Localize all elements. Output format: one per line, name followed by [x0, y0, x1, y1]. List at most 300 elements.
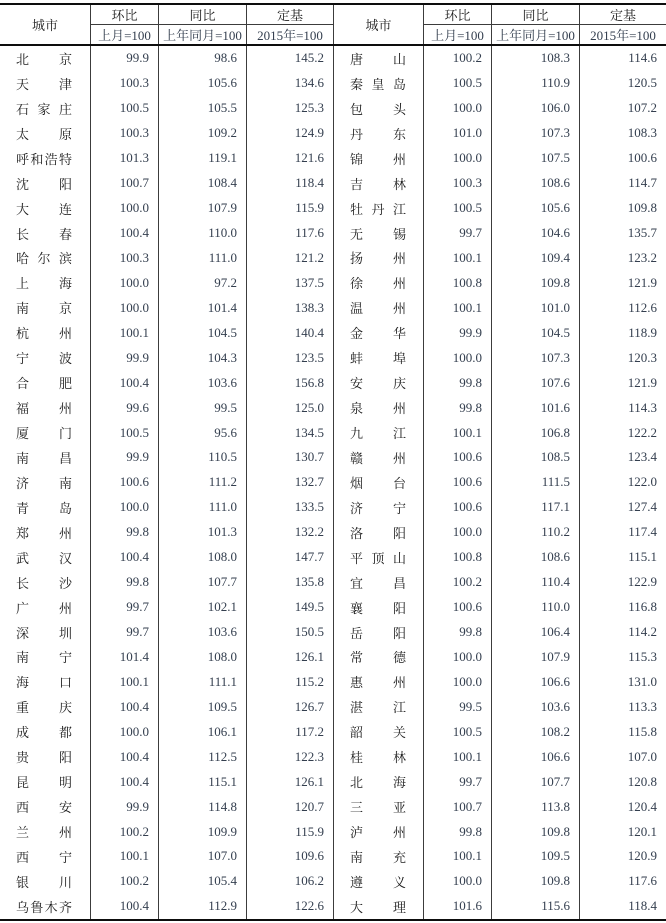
- city-cell: [0, 495, 90, 520]
- table-row: [0, 71, 333, 96]
- header-yoy-base: 上年同月=100: [496, 28, 575, 43]
- mom-value-cell: 99.7: [90, 620, 158, 645]
- fixed-base-value-cell: 120.9: [579, 844, 666, 869]
- city-name: 福州: [16, 401, 72, 417]
- fixed-base-value-cell: 123.5: [246, 345, 333, 370]
- city-name: 安庆: [350, 376, 406, 392]
- mom-value-cell: 100.7: [90, 171, 158, 196]
- fixed-base-value-cell: 122.6: [246, 894, 333, 919]
- yoy-value-cell: 103.6: [158, 370, 246, 395]
- mom-value-cell: 100.8: [423, 270, 491, 295]
- fixed-base-value-cell: 117.4: [579, 520, 666, 545]
- city-name: 三亚: [350, 800, 406, 816]
- city-name: 徐州: [350, 276, 406, 292]
- table-row: [334, 844, 666, 869]
- fixed-base-value-cell: 145.2: [246, 46, 333, 71]
- mom-value-cell: 101.0: [423, 121, 491, 146]
- city-cell: [334, 445, 423, 470]
- fixed-base-value-cell: 120.7: [246, 794, 333, 819]
- city-name: 湛江: [350, 700, 406, 716]
- table-row: [334, 121, 666, 146]
- fixed-base-value-cell: 123.2: [579, 246, 666, 271]
- city-cell: [334, 121, 423, 146]
- city-name: 郑州: [16, 525, 72, 541]
- fixed-base-value-cell: 126.7: [246, 694, 333, 719]
- city-cell: [334, 345, 423, 370]
- mom-value-cell: 100.8: [423, 545, 491, 570]
- fixed-base-value-cell: 115.9: [246, 819, 333, 844]
- yoy-value-cell: 106.6: [491, 744, 579, 769]
- city-name: 赣州: [350, 450, 406, 466]
- city-cell: [0, 121, 90, 146]
- city-name: 济宁: [350, 500, 406, 516]
- table-row: [0, 320, 333, 345]
- city-name: 南宁: [16, 650, 72, 666]
- yoy-value-cell: 119.1: [158, 146, 246, 171]
- table-row: [0, 470, 333, 495]
- table-row: [334, 196, 666, 221]
- city-name: 太原: [16, 126, 72, 142]
- table-row: [334, 445, 666, 470]
- city-name: 南充: [350, 849, 406, 865]
- mom-value-cell: 100.5: [423, 71, 491, 96]
- mom-value-cell: 100.1: [90, 669, 158, 694]
- mom-value-cell: 100.2: [90, 869, 158, 894]
- header-yoy-label: 同比: [159, 5, 246, 25]
- city-name: 沈阳: [16, 176, 72, 192]
- city-cell: [334, 46, 423, 71]
- mom-value-cell: 100.2: [90, 819, 158, 844]
- city-cell: [334, 769, 423, 794]
- fixed-base-value-cell: 107.2: [579, 96, 666, 121]
- city-cell: [0, 819, 90, 844]
- yoy-value-cell: 107.7: [158, 570, 246, 595]
- fixed-base-value-cell: 138.3: [246, 295, 333, 320]
- fixed-base-value-cell: 115.8: [579, 719, 666, 744]
- city-name: 成都: [16, 725, 72, 741]
- fixed-base-value-cell: 127.4: [579, 495, 666, 520]
- table-row: [334, 270, 666, 295]
- table-row: [0, 894, 333, 919]
- table-row: [334, 520, 666, 545]
- city-name: 南昌: [16, 450, 72, 466]
- mom-value-cell: 100.4: [90, 545, 158, 570]
- city-name: 武汉: [16, 550, 72, 566]
- mom-value-cell: 99.9: [90, 794, 158, 819]
- mom-value-cell: 99.8: [90, 570, 158, 595]
- city-cell: [0, 869, 90, 894]
- yoy-value-cell: 107.3: [491, 345, 579, 370]
- header-fixed-base-ref: 2015年=100: [590, 28, 656, 43]
- city-cell: [0, 470, 90, 495]
- table-row: [0, 295, 333, 320]
- fixed-base-value-cell: 106.2: [246, 869, 333, 894]
- fixed-base-value-cell: 135.8: [246, 570, 333, 595]
- table-header: [0, 5, 666, 46]
- city-name: 牡丹江: [350, 201, 406, 217]
- header-mom-label: 环比: [91, 5, 158, 25]
- city-name: 厦门: [16, 426, 72, 442]
- city-cell: [334, 570, 423, 595]
- mom-value-cell: 100.1: [423, 844, 491, 869]
- city-name: 青岛: [16, 500, 72, 516]
- city-cell: [334, 395, 423, 420]
- city-name: 长沙: [16, 575, 72, 591]
- mom-value-cell: 100.3: [90, 71, 158, 96]
- city-cell: [0, 46, 90, 71]
- yoy-value-cell: 105.5: [158, 96, 246, 121]
- table-row: [334, 221, 666, 246]
- yoy-value-cell: 105.6: [158, 71, 246, 96]
- yoy-value-cell: 104.5: [158, 320, 246, 345]
- table-row: [334, 719, 666, 744]
- fixed-base-value-cell: 135.7: [579, 221, 666, 246]
- city-name: 扬州: [350, 251, 406, 267]
- header-city: 城市: [365, 18, 392, 33]
- city-name: 泸州: [350, 825, 406, 841]
- city-name: 深圳: [16, 625, 72, 641]
- city-cell: [0, 620, 90, 645]
- city-cell: [0, 570, 90, 595]
- mom-value-cell: 100.5: [90, 96, 158, 121]
- yoy-value-cell: 102.1: [158, 595, 246, 620]
- yoy-value-cell: 106.8: [491, 420, 579, 445]
- table-row: [0, 570, 333, 595]
- yoy-value-cell: 110.5: [158, 445, 246, 470]
- city-name: 秦皇岛: [350, 76, 406, 92]
- city-name: 宁波: [16, 351, 72, 367]
- table-row: [334, 769, 666, 794]
- mom-value-cell: 100.3: [90, 246, 158, 271]
- city-cell: [334, 794, 423, 819]
- yoy-value-cell: 97.2: [158, 270, 246, 295]
- yoy-value-cell: 111.5: [491, 470, 579, 495]
- city-name: 南京: [16, 301, 72, 317]
- mom-value-cell: 99.8: [423, 620, 491, 645]
- mom-value-cell: 99.8: [423, 819, 491, 844]
- yoy-value-cell: 110.0: [158, 221, 246, 246]
- mom-value-cell: 99.9: [423, 320, 491, 345]
- city-name: 桂林: [350, 750, 406, 766]
- yoy-value-cell: 112.5: [158, 744, 246, 769]
- header-mom-label: 环比: [424, 5, 491, 25]
- yoy-value-cell: 110.9: [491, 71, 579, 96]
- fixed-base-value-cell: 120.1: [579, 819, 666, 844]
- mom-value-cell: 100.3: [423, 171, 491, 196]
- table-row: [0, 645, 333, 670]
- table-row: [0, 620, 333, 645]
- city-name: 唐山: [350, 51, 406, 67]
- fixed-base-value-cell: 116.8: [579, 595, 666, 620]
- mom-value-cell: 100.0: [90, 719, 158, 744]
- header-fixed-base-label: 定基: [580, 5, 666, 25]
- city-name: 包头: [350, 101, 406, 117]
- city-price-index-table: [0, 3, 666, 921]
- mom-value-cell: 99.6: [90, 395, 158, 420]
- city-name: 兰州: [16, 825, 72, 841]
- mom-value-cell: 100.6: [423, 445, 491, 470]
- table-row: [0, 595, 333, 620]
- mom-value-cell: 100.1: [423, 246, 491, 271]
- city-name: 韶关: [350, 725, 406, 741]
- city-cell: [334, 869, 423, 894]
- yoy-value-cell: 111.0: [158, 246, 246, 271]
- mom-value-cell: 100.1: [423, 420, 491, 445]
- mom-value-cell: 100.0: [423, 345, 491, 370]
- yoy-value-cell: 98.6: [158, 46, 246, 71]
- table-row: [0, 669, 333, 694]
- city-cell: [334, 694, 423, 719]
- yoy-value-cell: 106.4: [491, 620, 579, 645]
- fixed-base-value-cell: 147.7: [246, 545, 333, 570]
- fixed-base-value-cell: 122.9: [579, 570, 666, 595]
- city-cell: [334, 844, 423, 869]
- yoy-value-cell: 104.6: [491, 221, 579, 246]
- mom-value-cell: 100.6: [423, 595, 491, 620]
- city-cell: [334, 495, 423, 520]
- header-mom-base: 上月=100: [98, 28, 151, 43]
- header-yoy: [491, 5, 579, 44]
- yoy-value-cell: 106.1: [158, 719, 246, 744]
- yoy-value-cell: 106.0: [491, 96, 579, 121]
- fixed-base-value-cell: 134.6: [246, 71, 333, 96]
- header-yoy-label: 同比: [492, 5, 579, 25]
- header-half-right: [333, 5, 666, 44]
- fixed-base-value-cell: 120.5: [579, 71, 666, 96]
- mom-value-cell: 99.8: [423, 395, 491, 420]
- fixed-base-value-cell: 108.3: [579, 121, 666, 146]
- city-cell: [0, 894, 90, 919]
- city-name: 遵义: [350, 874, 406, 890]
- city-name: 平顶山: [350, 550, 406, 566]
- city-cell: [0, 520, 90, 545]
- city-name: 岳阳: [350, 625, 406, 641]
- mom-value-cell: 100.4: [90, 894, 158, 919]
- table-row: [334, 470, 666, 495]
- city-name: 哈尔滨: [16, 251, 72, 267]
- yoy-value-cell: 114.8: [158, 794, 246, 819]
- city-cell: [0, 146, 90, 171]
- fixed-base-value-cell: 124.9: [246, 121, 333, 146]
- yoy-value-cell: 111.1: [158, 669, 246, 694]
- mom-value-cell: 99.5: [423, 694, 491, 719]
- city-cell: [0, 295, 90, 320]
- city-cell: [334, 270, 423, 295]
- city-name: 九江: [350, 426, 406, 442]
- fixed-base-value-cell: 125.3: [246, 96, 333, 121]
- mom-value-cell: 100.6: [90, 470, 158, 495]
- mom-value-cell: 101.6: [423, 894, 491, 919]
- city-cell: [334, 96, 423, 121]
- fixed-base-value-cell: 133.5: [246, 495, 333, 520]
- mom-value-cell: 100.5: [423, 196, 491, 221]
- city-cell: [0, 595, 90, 620]
- yoy-value-cell: 103.6: [158, 620, 246, 645]
- mom-value-cell: 100.1: [423, 295, 491, 320]
- header-fixed-base: [246, 5, 333, 44]
- yoy-value-cell: 109.4: [491, 246, 579, 271]
- fixed-base-value-cell: 131.0: [579, 669, 666, 694]
- header-fixed-base-ref: 2015年=100: [257, 28, 323, 43]
- table-row: [0, 270, 333, 295]
- fixed-base-value-cell: 150.5: [246, 620, 333, 645]
- city-name: 大连: [16, 201, 72, 217]
- fixed-base-value-cell: 109.6: [246, 844, 333, 869]
- mom-value-cell: 100.1: [90, 320, 158, 345]
- fixed-base-value-cell: 114.6: [579, 46, 666, 71]
- city-cell: [334, 320, 423, 345]
- yoy-value-cell: 107.6: [491, 370, 579, 395]
- mom-value-cell: 100.0: [423, 520, 491, 545]
- city-name: 西安: [16, 800, 72, 816]
- city-name: 天津: [16, 76, 72, 92]
- city-cell: [0, 794, 90, 819]
- city-cell: [334, 420, 423, 445]
- table-row: [334, 545, 666, 570]
- fixed-base-value-cell: 122.3: [246, 744, 333, 769]
- city-name: 西宁: [16, 849, 72, 865]
- city-cell: [334, 620, 423, 645]
- city-name: 贵阳: [16, 750, 72, 766]
- mom-value-cell: 100.0: [90, 495, 158, 520]
- mom-value-cell: 100.0: [90, 196, 158, 221]
- table-row: [0, 46, 333, 71]
- city-name: 济南: [16, 475, 72, 491]
- city-name: 大理: [350, 899, 406, 915]
- fixed-base-value-cell: 149.5: [246, 595, 333, 620]
- city-name: 合肥: [16, 376, 72, 392]
- table-row: [0, 719, 333, 744]
- table-row: [0, 370, 333, 395]
- city-cell: [0, 320, 90, 345]
- yoy-value-cell: 105.4: [158, 869, 246, 894]
- city-name: 海口: [16, 675, 72, 691]
- yoy-value-cell: 107.3: [491, 121, 579, 146]
- city-cell: [0, 345, 90, 370]
- city-cell: [0, 645, 90, 670]
- header-half-left: [0, 5, 333, 44]
- table-row: [0, 395, 333, 420]
- city-cell: [0, 171, 90, 196]
- yoy-value-cell: 109.9: [158, 819, 246, 844]
- fixed-base-value-cell: 117.6: [579, 869, 666, 894]
- fixed-base-value-cell: 115.1: [579, 545, 666, 570]
- table-row: [334, 669, 666, 694]
- fixed-base-value-cell: 121.9: [579, 270, 666, 295]
- mom-value-cell: 100.0: [423, 669, 491, 694]
- yoy-value-cell: 113.8: [491, 794, 579, 819]
- table-row: [334, 395, 666, 420]
- mom-value-cell: 99.9: [90, 345, 158, 370]
- city-name: 广州: [16, 600, 72, 616]
- city-cell: [0, 370, 90, 395]
- yoy-value-cell: 109.8: [491, 270, 579, 295]
- city-name: 呼和浩特: [16, 151, 72, 167]
- table-row: [334, 246, 666, 271]
- fixed-base-value-cell: 115.2: [246, 669, 333, 694]
- city-name: 长春: [16, 226, 72, 242]
- header-yoy: [158, 5, 246, 44]
- fixed-base-value-cell: 118.4: [246, 171, 333, 196]
- mom-value-cell: 101.3: [90, 146, 158, 171]
- city-cell: [334, 246, 423, 271]
- fixed-base-value-cell: 121.2: [246, 246, 333, 271]
- fixed-base-value-cell: 117.6: [246, 221, 333, 246]
- city-cell: [334, 894, 423, 919]
- yoy-value-cell: 101.6: [491, 395, 579, 420]
- mom-value-cell: 101.4: [90, 645, 158, 670]
- yoy-value-cell: 112.9: [158, 894, 246, 919]
- table-body-right: [333, 46, 666, 919]
- city-cell: [0, 196, 90, 221]
- fixed-base-value-cell: 132.2: [246, 520, 333, 545]
- city-name: 金华: [350, 326, 406, 342]
- table-row: [334, 46, 666, 71]
- fixed-base-value-cell: 121.6: [246, 146, 333, 171]
- fixed-base-value-cell: 112.6: [579, 295, 666, 320]
- yoy-value-cell: 117.1: [491, 495, 579, 520]
- yoy-value-cell: 108.2: [491, 719, 579, 744]
- city-cell: [0, 246, 90, 271]
- fixed-base-value-cell: 140.4: [246, 320, 333, 345]
- city-cell: [334, 171, 423, 196]
- mom-value-cell: 100.6: [423, 470, 491, 495]
- fixed-base-value-cell: 125.0: [246, 395, 333, 420]
- table-row: [0, 545, 333, 570]
- table-row: [334, 694, 666, 719]
- city-name: 重庆: [16, 700, 72, 716]
- city-cell: [334, 146, 423, 171]
- table-row: [334, 495, 666, 520]
- table-row: [334, 620, 666, 645]
- table-row: [0, 769, 333, 794]
- city-name: 吉林: [350, 176, 406, 192]
- mom-value-cell: 100.0: [423, 146, 491, 171]
- yoy-value-cell: 110.2: [491, 520, 579, 545]
- fixed-base-value-cell: 132.7: [246, 470, 333, 495]
- city-name: 泉州: [350, 401, 406, 417]
- table-row: [334, 370, 666, 395]
- city-name: 石家庄: [16, 101, 72, 117]
- table-row: [334, 744, 666, 769]
- table-row: [0, 744, 333, 769]
- table-row: [0, 445, 333, 470]
- yoy-value-cell: 104.5: [491, 320, 579, 345]
- mom-value-cell: 100.5: [90, 420, 158, 445]
- city-name: 乌鲁木齐: [16, 899, 72, 915]
- city-cell: [334, 719, 423, 744]
- city-name: 丹东: [350, 126, 406, 142]
- table-row: [0, 420, 333, 445]
- city-cell: [334, 196, 423, 221]
- mom-value-cell: 100.6: [423, 495, 491, 520]
- mom-value-cell: 99.7: [90, 595, 158, 620]
- fixed-base-value-cell: 118.4: [579, 894, 666, 919]
- mom-value-cell: 100.4: [90, 694, 158, 719]
- table-row: [334, 420, 666, 445]
- table-row: [0, 694, 333, 719]
- fixed-base-value-cell: 114.3: [579, 395, 666, 420]
- city-cell: [0, 445, 90, 470]
- city-cell: [0, 844, 90, 869]
- city-name: 洛阳: [350, 525, 406, 541]
- city-cell: [334, 595, 423, 620]
- city-cell: [334, 744, 423, 769]
- fixed-base-value-cell: 121.9: [579, 370, 666, 395]
- mom-value-cell: 100.0: [423, 869, 491, 894]
- city-cell: [334, 645, 423, 670]
- city-cell: [334, 470, 423, 495]
